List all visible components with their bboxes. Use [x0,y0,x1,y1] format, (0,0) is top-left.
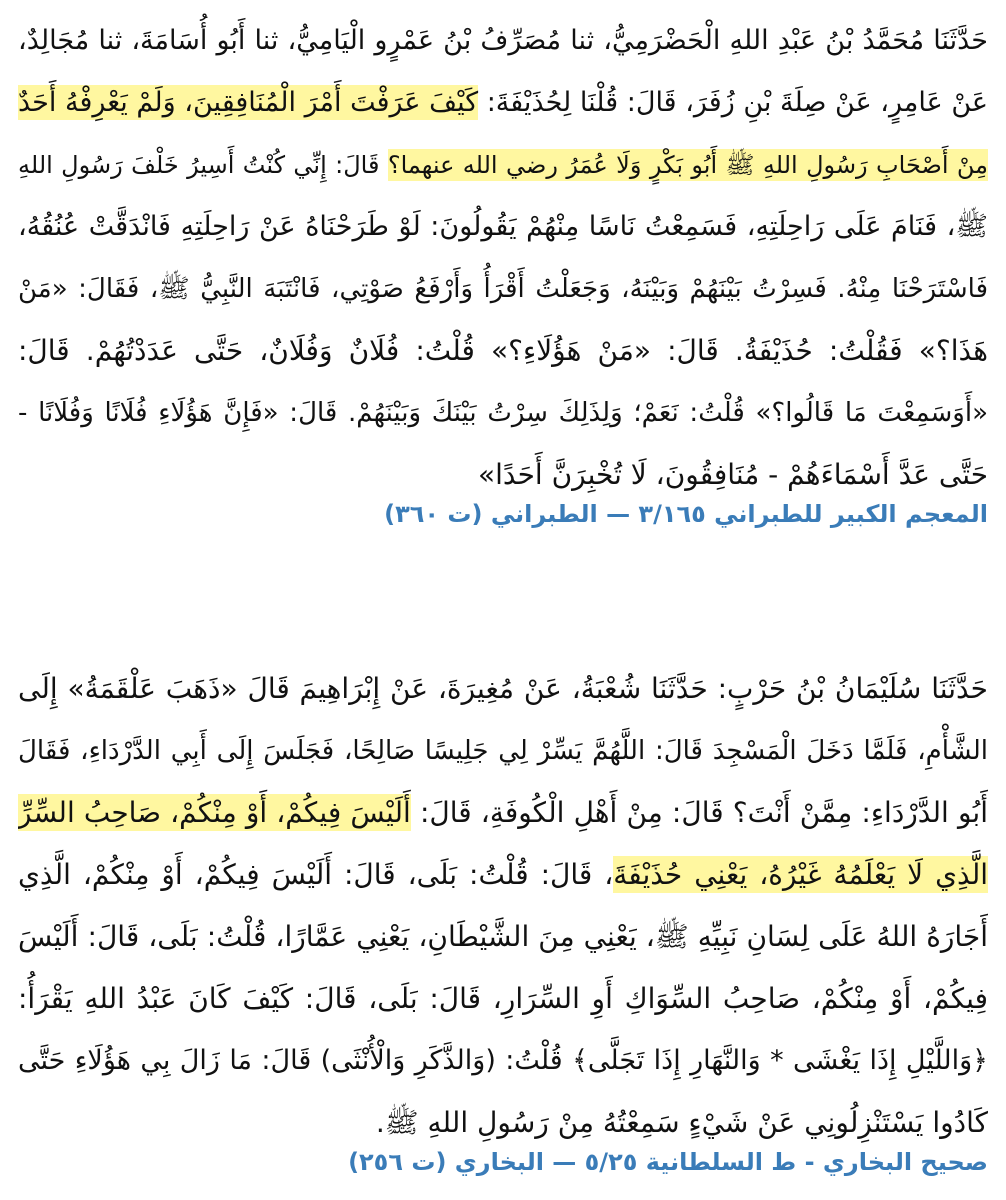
text-line [18,196,988,258]
text-segment: حَتَّى عَدَّ أَسْمَاءَهُمْ - مُنَافِقُونَ، لَا تُخْبِرَنَّ أَحَدًا» [477,458,988,491]
text-segment: هَذَا؟» فَقُلْتُ: حُذَيْفَةُ. قَالَ: «مَنْ هَؤُلَاءِ؟» قُلْتُ: فُلَانٌ وَفُلَانٌ، حَتَّى عَدَدْتُهُمْ. قَالَ: [18,334,988,367]
hadith-block-tabarani [18,10,988,506]
text-line [18,382,988,444]
text-line [18,134,988,196]
text-line [18,320,988,382]
text-segment: ﴿وَاللَّيْلِ إِذَا يَغْشَى * وَالنَّهَارِ إِذَا تَجَلَّى﴾ قُلْتُ: (وَالذَّكَرِ وَالْأُنْثَى) قَالَ: مَا زَالَ بِي هَؤُلَاءِ حَتَّى [18,1045,988,1076]
text-segment: ، قَالَ: قُلْتُ: بَلَى، قَالَ: أَلَيْسَ فِيكُمْ، أَوْ مِنْكُمْ، الَّذِي [18,858,614,891]
text-segment: فَاسْتَرَحْنَا مِنْهُ. فَسِرْتُ بَيْنَهُمْ وَبَيْنَهُ، وَجَعَلْتُ أَقْرَأُ وَأَرْفَعُ صَوْتِي، فَانْتَبَهَ النَّبِيُّ ﷺ، فَقَالَ: «مَنْ [18,274,988,304]
text-line [18,658,988,720]
highlighted-text: مِنْ أَصْحَابِ رَسُولِ اللهِ ﷺ أَبُو بَكْرٍ وَلَا عُمَرُ رضي الله عنهما؟ [387,151,988,179]
text-segment: حَدَّثَنَا مُحَمَّدُ بْنُ عَبْدِ اللهِ الْحَضْرَمِيُّ، ثنا مُصَرِّفُ بْنُ عَمْرٍو الْيَامِيُّ، ثنا أَبُو أُسَامَةَ، ثنا مُجَالِدٌ، [18,25,988,56]
text-line [18,1030,988,1092]
text-line [18,782,988,844]
source-citation-bukhari: صحيح البخاري - ط السلطانية ٥/٢٥ — البخاري (ت ٢٥٦) [348,1148,988,1176]
text-line [18,720,988,782]
text-line [18,968,988,1030]
source-citation-tabarani: المعجم الكبير للطبراني ٣/١٦٥ — الطبراني (ت ٣٦٠) [384,500,988,528]
text-line [18,906,988,968]
text-line [18,1092,988,1154]
text-line [18,258,988,320]
text-segment: كَادُوا يَسْتَنْزِلُونِي عَنْ شَيْءٍ سَمِعْتُهُ مِنْ رَسُولِ اللهِ ﷺ. [375,1106,988,1139]
text-segment: حَدَّثَنَا سُلَيْمَانُ بْنُ حَرْبٍ: حَدَّثَنَا شُعْبَةُ، عَنْ مُغِيرَةَ، عَنْ إِبْرَاهِيمَ قَالَ «ذَهَبَ عَلْقَمَةُ» إِلَى [18,672,988,705]
hadith-block-bukhari [18,658,988,1154]
text-segment: عَنْ عَامِرٍ، عَنْ صِلَةَ بْنِ زُفَرَ، قَالَ: قُلْنَا لِحُذَيْفَةَ: [478,87,988,118]
text-segment: ﷺ، فَنَامَ عَلَى رَاحِلَتِهِ، فَسَمِعْتُ نَاسًا مِنْهُمْ يَقُولُونَ: لَوْ طَرَحْنَاهُ عَنْ رَاحِلَتِهِ فَانْدَقَّتْ عُنُقُهُ، [18,211,988,242]
text-segment: «أَوَسَمِعْتَ مَا قَالُوا؟» قُلْتُ: نَعَمْ؛ وَلِذَلِكَ سِرْتُ بَيْنَكَ وَبَيْنَهُمْ. قَالَ: «فَإِنَّ هَؤُلَاءِ فُلَانًا وَفُلَانًا - [18,398,988,428]
highlighted-text: أَلَيْسَ فِيكُمْ، أَوْ مِنْكُمْ، صَاحِبُ السِّرِّ [18,796,411,829]
highlighted-text: الَّذِي لَا يَعْلَمُهُ غَيْرُهُ، يَعْنِي حُذَيْفَةَ [613,858,988,891]
text-segment: قَالَ: إِنِّي كُنْتُ أَسِيرُ خَلْفَ رَسُولِ اللهِ [18,151,388,179]
highlighted-text: كَيْفَ عَرَفْتَ أَمْرَ الْمُنَافِقِينَ، وَلَمْ يَعْرِفْهُ أَحَدٌ [18,87,479,118]
text-segment: أَجَارَهُ اللهُ عَلَى لِسَانِ نَبِيِّهِ ﷺ، يَعْنِي مِنَ الشَّيْطَانِ، يَعْنِي عَمَّارًا، قُلْتُ: بَلَى، قَالَ: أَلَيْسَ [18,920,988,953]
text-segment: فِيكُمْ، أَوْ مِنْكُمْ، صَاحِبُ السِّوَاكِ أَوِ السِّرَارِ، قَالَ: بَلَى، قَالَ: كَيْفَ كَانَ عَبْدُ اللهِ يَقْرَأُ: [18,982,988,1015]
text-line [18,444,988,506]
text-line [18,10,988,72]
text-line [18,72,988,134]
text-segment: الشَّأْمِ، فَلَمَّا دَخَلَ الْمَسْجِدَ قَالَ: اللَّهُمَّ يَسِّرْ لِي جَلِيسًا صَالِحًا، فَجَلَسَ إِلَى أَبِي الدَّرْدَاءِ، فَقَالَ [18,736,988,766]
text-line [18,844,988,906]
text-segment: أَبُو الدَّرْدَاءِ: مِمَّنْ أَنْتَ؟ قَالَ: مِنْ أَهْلِ الْكُوفَةِ، قَالَ: [410,796,988,829]
